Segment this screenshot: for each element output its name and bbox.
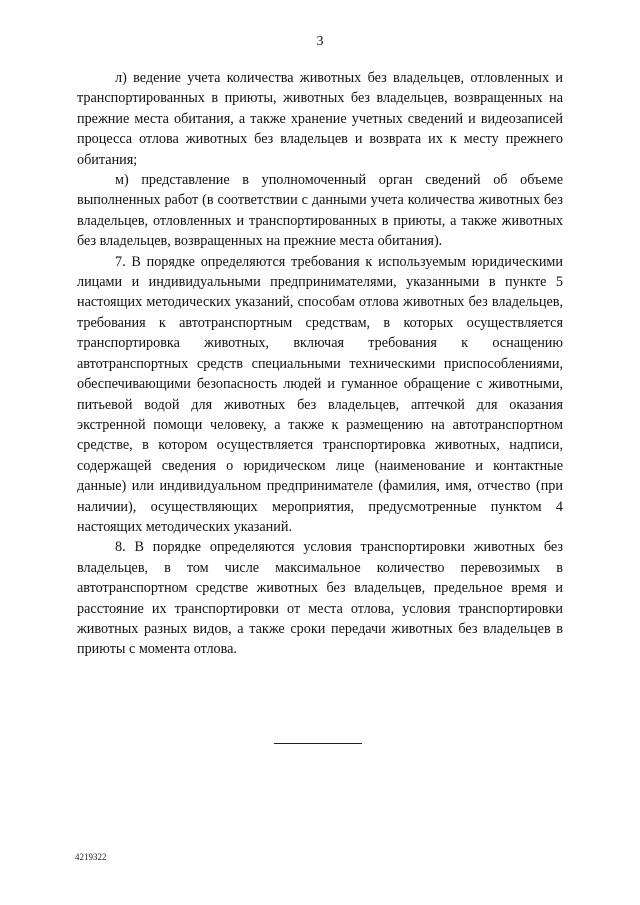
- document-body: [77, 68, 563, 660]
- paragraph-7: 7. В порядке определяются требования к используемым юридическими лицами и индивидуальными предпринимателями, указанными в пункте 5 настоящих методических указаний, способам отлова животных без владельцев, требования к автотранспортным средствам, в которых осуществляется транспортировка животных, включая требования к оснащению автотранспортных средств специальными техническими приспособлениями, обеспечивающими безопасность людей и гуманное обращение с животными, питьевой водой для животных без владельцев, аптечкой для оказания экстренной помощи человеку, а также к размещению на автотранспортном средстве, в котором осуществляется транспортировка животных, надписи, содержащей сведения о юридическом лице (наименование и контактные данные) или индивидуальном предпринимателе (фамилия, имя, отчество (при наличии), осуществляющих мероприятия, предусмотренные пунктом 4 настоящих методических указаний.: [77, 253, 563, 535]
- page-number: 3: [316, 34, 324, 49]
- paragraph-l: л) ведение учета количества животных без владельцев, отловленных и транспортированных в приюты, животных без владельцев, возвращенных на прежние места обитания, а также хранение учетных сведений и видеозаписей процесса отлова животных без владельцев и возврата их к месту прежнего обитания;: [77, 70, 563, 168]
- document-code: 4219322: [75, 852, 107, 862]
- paragraph-8: 8. В порядке определяются условия транспортировки животных без владельцев, в том числе максимальное количество перевозимых в автотранспортном средстве животных без владельцев, предельное время и расстояние их транспортировки от места отлова, условия транспортировки животных разных видов, а также сроки передачи животных без владельцев в приюты с момента отлова.: [77, 539, 563, 658]
- paragraph-m: м) представление в уполномоченный орган сведений об объеме выполненных работ (в соответствии с данными учета количества животных без владельцев, отловленных и транспортированных в приюты, а также животных без владельцев, возвращенных на прежние места обитания).: [77, 172, 563, 250]
- end-divider: [274, 743, 362, 744]
